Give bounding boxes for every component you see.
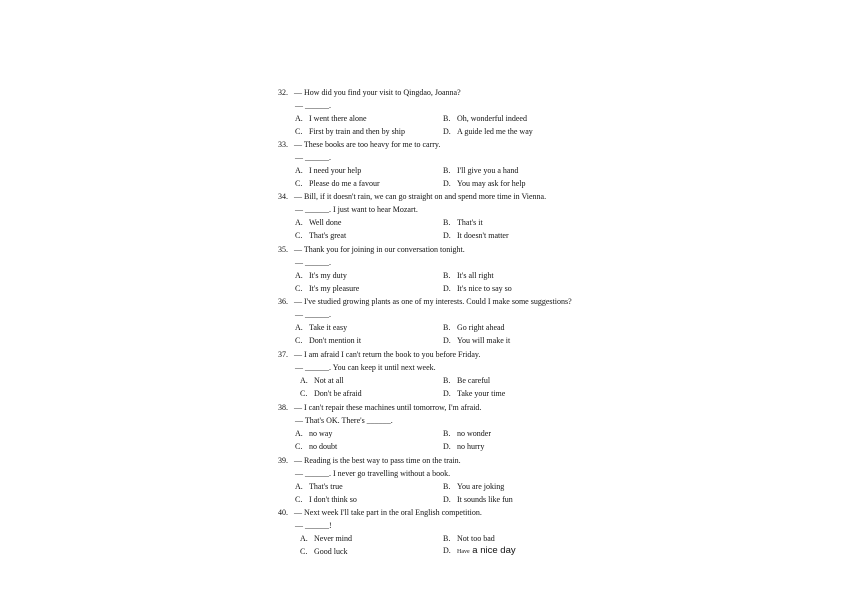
question-37-option-a: A. Not at all [300, 376, 344, 385]
question-39-option-d: D. It sounds like fun [443, 495, 513, 504]
question-40-option-a: A. Never mind [300, 534, 352, 543]
question-38-option-b: B. no wonder [443, 429, 491, 438]
question-36-prompt [278, 297, 572, 307]
question-text: — Thank you for joining in our conversation tonight. [294, 245, 465, 254]
question-number: 33. [278, 140, 288, 149]
question-34-option-d: D. It doesn't matter [443, 231, 509, 240]
question-32-prompt [278, 88, 461, 98]
question-text: — Reading is the best way to pass time on the train. [294, 456, 461, 465]
question-text: — I can't repair these machines until tomorrow, I'm afraid. [294, 403, 482, 412]
question-34-option-c: C. That's great [295, 231, 347, 240]
question-35-option-b: B. It's all right [443, 271, 494, 280]
question-34-option-b: B. That's it [443, 218, 483, 227]
question-text: — Next week I'll take part in the oral English competition. [294, 508, 482, 517]
question-37-response: — ______. You can keep it until next week. [295, 363, 436, 372]
question-39-option-c: C. I don't think so [295, 495, 357, 504]
question-36-option-b: B. Go right ahead [443, 323, 505, 332]
question-39-option-b: B. You are joking [443, 482, 505, 491]
question-36-option-d: D. You will make it [443, 336, 511, 345]
question-number: 39. [278, 456, 288, 465]
question-36-option-c: C. Don't mention it [295, 336, 362, 345]
question-32-option-d: D. A guide led me the way [443, 127, 533, 136]
question-38-option-d: D. no hurry [443, 442, 485, 451]
question-35-prompt [278, 245, 465, 255]
question-38-option-a: A. no way [295, 429, 333, 438]
question-text: — Bill, if it doesn't rain, we can go straight on and spend more time in Vienna. [294, 192, 547, 201]
question-number: 32. [278, 88, 288, 97]
question-35-option-c: C. It's my pleasure [295, 284, 360, 293]
question-40-prompt [278, 508, 482, 518]
question-35-option-d: D. It's nice to say so [443, 284, 512, 293]
question-34-option-a: A. Well done [295, 218, 342, 227]
question-number: 36. [278, 297, 288, 306]
question-40-response: — ______! [295, 521, 332, 530]
question-32-option-b: B. Oh, wonderful indeed [443, 114, 527, 123]
question-33-response: — ______. [295, 153, 331, 162]
question-34-response: — ______. I just want to hear Mozart. [295, 205, 418, 214]
question-40-option-c: C. Good luck [300, 547, 348, 556]
option-d-typed-text: a nice day [469, 545, 516, 556]
question-33-option-b: B. I'll give you a hand [443, 166, 519, 175]
question-32-response: — ______. [295, 101, 331, 110]
question-38-response: — That's OK. There's ______. [295, 416, 393, 425]
question-39-option-a: A. That's true [295, 482, 343, 491]
question-number: 37. [278, 350, 288, 359]
question-32-option-c: C. First by train and then by ship [295, 127, 405, 136]
question-35-option-a: A. It's my duty [295, 271, 347, 280]
question-35-response: — ______. [295, 258, 331, 267]
question-37-option-d: D. Take your time [443, 389, 506, 398]
question-33-prompt [278, 140, 440, 150]
question-33-option-a: A. I need your help [295, 166, 362, 175]
question-number: 34. [278, 192, 288, 201]
question-37-option-b: B. Be careful [443, 376, 491, 385]
question-text: — I am afraid I can't return the book to you before Friday. [294, 350, 481, 359]
question-number: 38. [278, 403, 288, 412]
question-38-option-c: C. no doubt [295, 442, 338, 451]
question-33-option-d: D. You may ask for help [443, 179, 526, 188]
question-37-prompt [278, 350, 480, 360]
option-d-overwritten-text: Have [457, 549, 470, 555]
question-36-option-a: A. Take it easy [295, 323, 348, 332]
question-40-option-d: D. Have a nice day [443, 545, 516, 556]
question-39-prompt [278, 456, 461, 466]
question-text: — How did you find your visit to Qingdao, Joanna? [294, 88, 461, 97]
question-text: — These books are too heavy for me to carry. [294, 140, 441, 149]
question-number: 35. [278, 245, 288, 254]
question-37-option-c: C. Don't be afraid [300, 389, 362, 398]
question-40-option-b: B. Not too bad [443, 534, 495, 543]
question-34-prompt [278, 192, 546, 202]
question-text: — I've studied growing plants as one of my interests. Could I make some suggestions? [294, 297, 572, 306]
question-32-option-a: A. I went there alone [295, 114, 367, 123]
question-39-response: — ______. I never go travelling without a book. [295, 469, 451, 478]
question-number: 40. [278, 508, 288, 517]
question-36-response: — ______. [295, 310, 331, 319]
question-33-option-c: C. Please do me a favour [295, 179, 380, 188]
question-38-prompt [278, 403, 481, 413]
